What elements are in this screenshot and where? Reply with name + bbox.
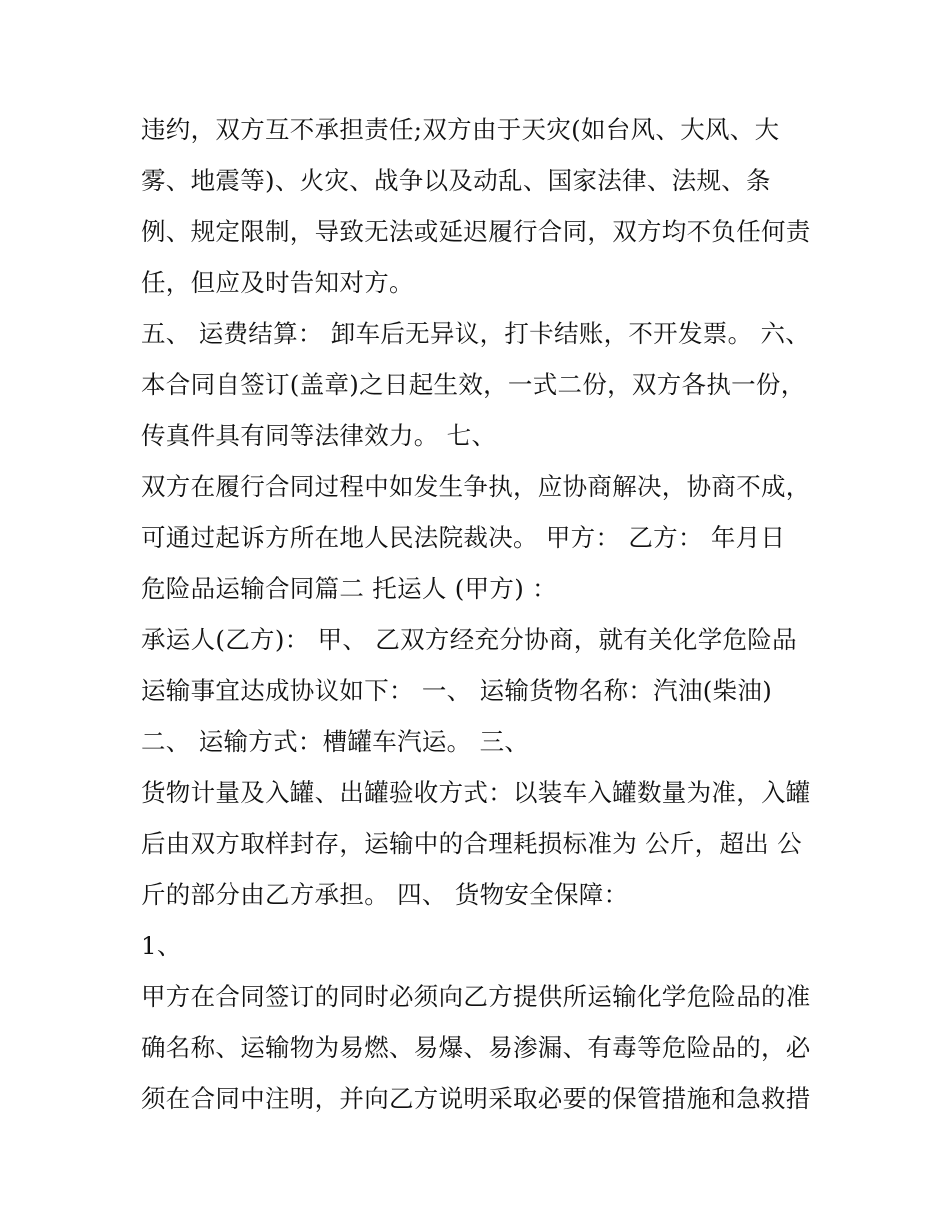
text-line: 运输事宜达成协议如下： 一、 运输货物名称：汽油(柴油)	[141, 676, 773, 705]
text-line: 承运人(乙方)： 甲、 乙双方经充分协商，就有关化学危险品	[141, 625, 797, 654]
text-line: 甲方在合同签订的同时必须向乙方提供所运输化学危险品的准	[141, 982, 811, 1011]
text-line: 任，但应及时告知对方。	[141, 268, 414, 297]
text-line: 五、 运费结算： 卸车后无异议，打卡结账，不开发票。 六、	[141, 319, 811, 348]
text-line: 双方在履行合同过程中如发生争执，应协商解决，协商不成，	[141, 472, 811, 501]
text-line: 本合同自签订(盖章)之日起生效，一式二份，双方各执一份，	[141, 370, 806, 399]
text-line: 1、	[141, 931, 182, 960]
text-line: 违约，双方互不承担责任;双方由于天灾(如台风、大风、大	[141, 115, 780, 144]
text-line: 传真件具有同等法律效力。 七、	[141, 421, 497, 450]
text-line: 斤的部分由乙方承担。 四、 货物安全保障：	[141, 880, 629, 909]
text-line: 例、规定限制，导致无法或延迟履行合同，双方均不负任何责	[141, 217, 811, 246]
text-line: 货物计量及入罐、出罐验收方式：以装车入罐数量为准，入罐	[141, 778, 811, 807]
text-line: 须在合同中注明，并向乙方说明采取必要的保管措施和急救措	[141, 1084, 811, 1113]
text-line: 后由双方取样封存，运输中的合理耗损标准为 公斤，超出 公	[141, 829, 802, 858]
text-line: 可通过起诉方所在地人民法院裁决。 甲方： 乙方： 年月日	[141, 523, 786, 552]
text-line: 二、 运输方式：槽罐车汽运。 三、	[141, 727, 530, 756]
text-line: 确名称、运输物为易燃、易爆、易渗漏、有毒等危险品的，必	[141, 1033, 811, 1062]
text-line: 雾、地震等)、火灾、战争以及动乱、国家法律、法规、条	[141, 166, 771, 195]
text-line: 危险品运输合同篇二 托运人 (甲方) ：	[141, 574, 557, 603]
